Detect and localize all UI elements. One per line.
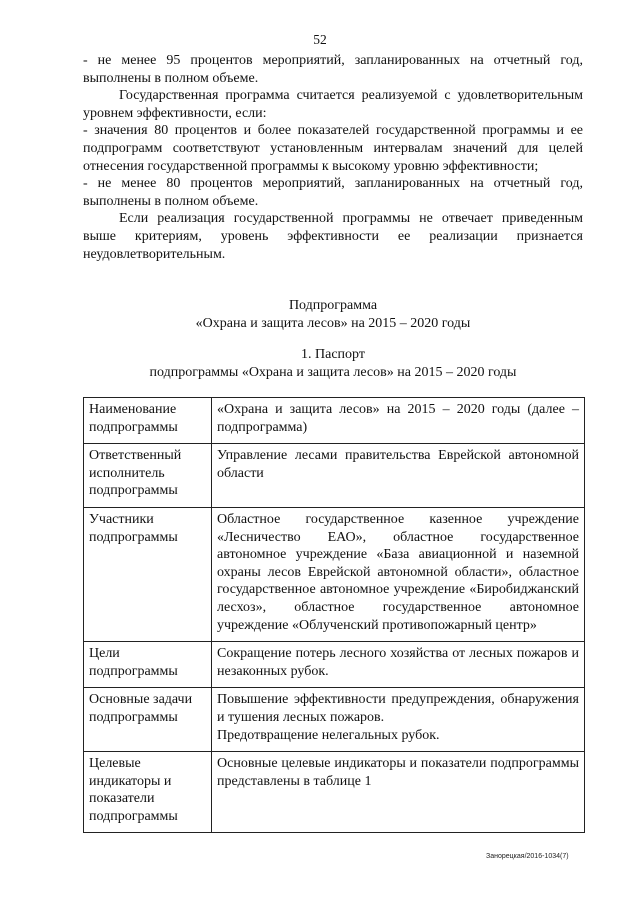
page-number: 52 (313, 32, 327, 47)
row-label: Участники подпрограммы (84, 507, 212, 641)
row-label: Ответственный исполнитель подпрограммы (84, 444, 212, 508)
table-row (84, 688, 585, 752)
paragraph-4: - не менее 80 процентов мероприятий, запланированных на отчетный год, выполнены в полном объеме. (83, 176, 583, 209)
table-row (84, 398, 585, 444)
row-value: Областное государственное казенное учреждение «Лесничество ЕАО», областное государственное автономное учреждение «База авиационной и наземной охраны лесов Еврейской автономной области», областное государственное автономное учреждение «Биробиджанский лесхоз», областное государственное автономное учреждение «Облученский противопожарный центр» (212, 507, 585, 641)
subprogram-title: Подпрограмма (288, 298, 378, 313)
passport-table (83, 397, 585, 833)
row-value: Основные целевые индикаторы и показатели подпрограммы представлены в таблице 1 (212, 752, 585, 833)
passport-subtitle: подпрограммы «Охрана и защита лесов» на 2015 – 2020 годы (149, 364, 517, 380)
footer-code: Занорецкая/2016-1034(7) (486, 853, 569, 860)
table-row (84, 444, 585, 508)
row-label: Цели подпрограммы (84, 642, 212, 688)
row-value: Сокращение потерь лесного хозяйства от лесных пожаров и незаконных рубок. (212, 642, 585, 688)
table-row (84, 507, 585, 641)
row-value: Управление лесами правительства Еврейской автономной области (212, 444, 585, 508)
passport-heading (83, 346, 583, 381)
row-label: Основные задачи подпрограммы (84, 688, 212, 752)
row-value: Повышение эффективности предупреждения, обнаружения и тушения лесных пожаров. Предотвращение нелегальных рубок. (212, 688, 585, 752)
paragraph-5: Если реализация государственной программы не отвечает приведенным выше критериям, уровень эффективности ее реализации признается неудовлетворительным. (83, 211, 583, 262)
row-label: Наименование подпрограммы (84, 398, 212, 444)
passport-title: 1. Паспорт (301, 347, 365, 362)
subprogram-heading (83, 297, 583, 332)
paragraph-3: - значения 80 процентов и более показателей государственной программы и ее подпрограмм соответствуют установленным интервалам значений для целей отнесения государственной программы к высокому уровню эффективности; (83, 123, 583, 174)
row-label: Целевые индикаторы и показатели подпрограммы (84, 752, 212, 833)
table-row (84, 642, 585, 688)
paragraph-2: Государственная программа считается реализуемой с удовлетворительным уровнем эффективности, если: (83, 88, 583, 121)
subprogram-name: «Охрана и защита лесов» на 2015 – 2020 годы (195, 315, 471, 331)
row-value: «Охрана и защита лесов» на 2015 – 2020 годы (далее – подпрограмма) (212, 398, 585, 444)
body-text (83, 52, 583, 263)
table-row (84, 752, 585, 833)
paragraph-1: - не менее 95 процентов мероприятий, запланированных на отчетный год, выполнены в полном объеме. (83, 53, 583, 86)
